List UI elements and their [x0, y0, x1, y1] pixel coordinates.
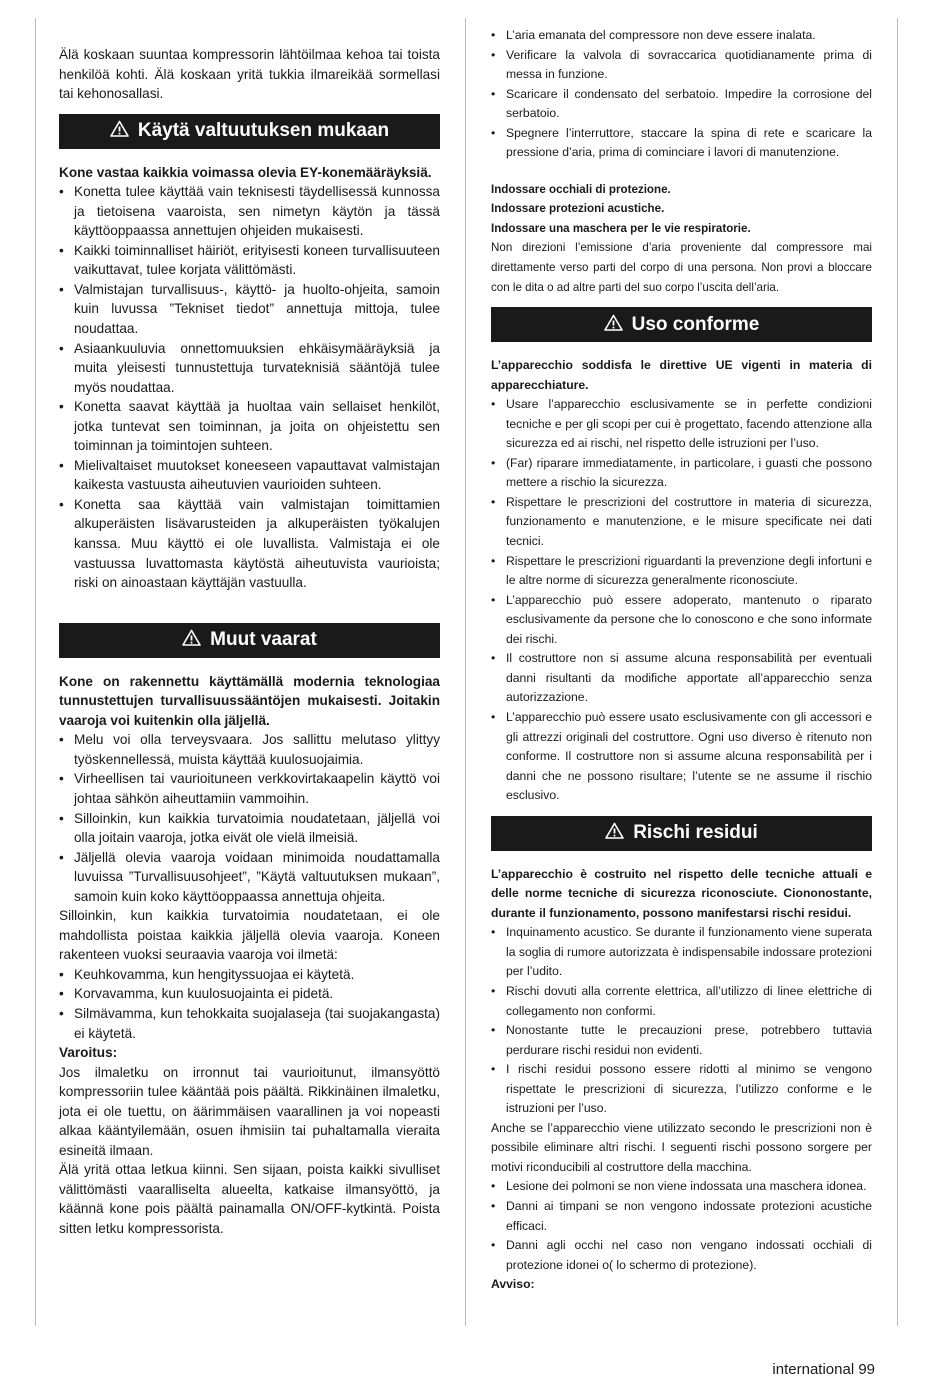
section-title: Käytä valtuutuksen mukaan — [137, 120, 390, 142]
list-item: • Mielivaltaiset muutokset koneeseen vapauttavat valmistajan kaikesta vastuusta aiheutuvien vaurioiden suhteen. — [59, 456, 440, 495]
section-lead: Kone vastaa kaikkia voimassa olevia EY-konemääräyksiä. — [59, 164, 432, 180]
list-item: • Konetta tulee käyttää vain teknisesti täydellisessä kunnossa ja tietoisena vaaroista, sen nimetyn käytön ja tässä käyttöoppaassa annettujen ohjeiden mukaisesti. — [59, 182, 440, 241]
list-item: • L’apparecchio può essere usato esclusivamente con gli accessori e gli attrezzi originali del costruttore. Ogni uso diverso è ritenuto non conforme. Il costruttore non si assume alcuna responsabilità per i danni che ne possono risultare; l’utente se ne assume il rischio esclusivo. — [491, 708, 872, 806]
notice-label: Avviso: — [491, 1277, 535, 1292]
bullet-list — [491, 395, 872, 805]
column-rule-center — [465, 18, 466, 1326]
section-heading — [59, 623, 440, 658]
bullet-list — [491, 1177, 872, 1275]
list-item: • Valmistajan turvallisuus-, käyttö- ja huolto-ohjeita, samoin kuin luvussa ”Tekniset tiedot” annettuja mittoja, tulee noudattaa. — [59, 280, 440, 339]
list-item: • I rischi residui possono essere ridotti al minimo se vengono rispettate le prescrizioni di sicurezza, l’utilizzo conforme e le istruzioni per l’uso. — [491, 1060, 872, 1119]
list-item: • Scaricare il condensato del serbatoio. Impedire la corrosione del serbatoio. — [491, 85, 872, 124]
list-item: • Spegnere l’interruttore, staccare la spina di rete e scaricare la pressione d’aria, prima di cominciare i lavori di manutenzione. — [491, 124, 872, 163]
list-item: • L’aria emanata del compressore non deve essere inalata. — [491, 26, 872, 46]
list-item: • Konetta saa käyttää vain valmistajan toimittamien alkuperäisten lisävarusteiden ja alkuperäisten työkalujen kanssa. Muu käyttö ei ole luvallista. Valmistaja ei ole vastuussa luvattomasta käytöstä aiheutuvista vaurioista; riski on ainoastaan käyttäjän vastuulla. — [59, 495, 440, 593]
section-lead: L’apparecchio soddisfa le direttive UE vigenti in materia di apparecchiature. — [491, 358, 872, 392]
ppe-notice: Indossare una maschera per le vie respiratorie. — [491, 221, 751, 235]
warning-label: Varoitus: — [59, 1045, 118, 1061]
list-item: • Korvavamma, kun kuulosuojainta ei pidetä. — [59, 984, 440, 1004]
section-lead: Kone on rakennettu käyttämällä modernia teknologiaa tunnustettujen turvallisuussääntöjen mukaisesti. Joitakin vaaroja voi kuitenkin olla jäljellä. — [59, 673, 440, 728]
list-item: • Asiaankuuluvia onnettomuuksien ehkäisymääräyksiä ja muita yleisesti tunnustettuja turvateknisiä sääntöjä tulee myös noudattaa. — [59, 339, 440, 398]
list-item: • Danni agli occhi nel caso non vengano indossati occhiali di protezione idonei o( lo schermo di protezione). — [491, 1236, 872, 1275]
list-item: • Nonostante tutte le precauzioni prese, potrebbero tuttavia perdurare rischi residui non evidenti. — [491, 1021, 872, 1060]
ppe-notice: Indossare occhiali di protezione. — [491, 182, 671, 196]
warning-triangle-icon — [110, 120, 129, 142]
warning-triangle-icon — [605, 822, 624, 844]
list-item: • Il costruttore non si assume alcuna responsabilità per eventuali danni risultanti da modifiche apportate all’apparecchio senza autorizzazione. — [491, 649, 872, 708]
section-heading — [491, 307, 872, 342]
warning-paragraph: Jos ilmaletku on irronnut tai vaurioitunut, ilmansyöttö kompressoriin tulee kääntää pois päältä. Rikkinäinen ilmaletku, jota ei ole tuettu, on äärimmäisen vaarallinen ja voi nopeasti alkaa kääntyilemään, osuen ihmisiin tai puhaltamalla vieraita esineitä ilmaan. — [59, 1064, 440, 1158]
section-title: Rischi residui — [633, 822, 758, 844]
list-item: • (Far) riparare immediatamente, in particolare, i guasti che possono mettere a rischio la sicurezza. — [491, 454, 872, 493]
list-item: • Jäljellä olevia vaaroja voidaan minimoida noudattamalla luvuissa ”Turvallisuusohjeet”, ”Käytä valtuutuksen mukaan”, samoin kuin koko käyttöoppaassa annettuja ohjeita. — [59, 848, 440, 907]
left-column — [59, 45, 440, 1239]
list-item: • Lesione dei polmoni se non viene indossata una maschera idonea. — [491, 1177, 872, 1197]
body-paragraph: Non direzioni l’emissione d’aria proveniente dal compressore mai direttamente verso parti del corpo di una persona. Non provi a bloccare con le dita o ad altre parti del suo corpo l’uscita dell’aria. — [491, 241, 872, 294]
list-item: • Rischi dovuti alla corrente elettrica, all’utilizzo di linee elettriche di collegamento non conformi. — [491, 982, 872, 1021]
page-footer: international 99 — [772, 1361, 875, 1378]
list-item: • Virheellisen tai vaurioituneen verkkovirtakaapelin käyttö voi johtaa sähkön aiheuttamiin vammoihin. — [59, 769, 440, 808]
list-item: • Verificare la valvola di sovraccarica quotidianamente prima di messa in funzione. — [491, 46, 872, 85]
list-item: • L’apparecchio può essere adoperato, mantenuto o riparato esclusivamente da persone che lo conoscono e che sono informate dei rischi. — [491, 591, 872, 650]
list-item: • Rispettare le prescrizioni del costruttore in materia di sicurezza, funzionamento e manutenzione, e le misure specificate nei dati tecnici. — [491, 493, 872, 552]
list-item: • Rispettare le prescrizioni riguardanti la prevenzione degli infortuni e le altre norme di sicurezza generalmente riconosciute. — [491, 552, 872, 591]
list-item: • Silmävamma, kun tehokkaita suojalaseja (tai suojakangasta) ei käytetä. — [59, 1004, 440, 1043]
margin-rule-left — [35, 18, 36, 1326]
list-item: • Danni ai timpani se non vengono indossate protezioni acustiche efficaci. — [491, 1197, 872, 1236]
bullet-list — [59, 182, 440, 592]
list-item: • Kaikki toiminnalliset häiriöt, erityisesti koneen turvallisuuteen vaikuttavat, tulee korjata välittömästi. — [59, 241, 440, 280]
section-heading — [491, 816, 872, 851]
warning-triangle-icon — [604, 314, 623, 336]
list-item: • Silloinkin, kun kaikkia turvatoimia noudatetaan, jäljellä voi olla joitain vaaroja, jotka eivät ole vielä ilmeisiä. — [59, 809, 440, 848]
section-heading — [59, 114, 440, 149]
section-lead: L’apparecchio è costruito nel rispetto delle tecniche attuali e delle norme tecniche di sicurezza riconosciute. Ciononostante, durante il funzionamento, possono manifestarsi rischi residui. — [491, 866, 872, 920]
list-item: • Keuhkovamma, kun hengityssuojaa ei käytetä. — [59, 965, 440, 985]
right-column — [491, 26, 872, 1295]
body-paragraph: Silloinkin, kun kaikkia turvatoimia noudatetaan, ei ole mahdollista poistaa kaikkia jäljellä olevia vaaroja. Koneen rakenteen vuoksi seuraavia vaaroja voi ilmetä: — [59, 908, 440, 963]
margin-rule-right — [897, 18, 898, 1326]
bullet-list — [491, 26, 872, 163]
bullet-list — [59, 965, 440, 1043]
body-paragraph: Anche se l’apparecchio viene utilizzato secondo le prescrizioni non è possibile eliminare altri rischi. I seguenti rischi possono sorgere per motivi riconducibili al costruttore della macchina. — [491, 1120, 872, 1174]
bullet-list — [59, 730, 440, 906]
section-title: Uso conforme — [631, 313, 760, 335]
warning-triangle-icon — [182, 629, 201, 651]
body-paragraph: Älä yritä ottaa letkua kiinni. Sen sijaan, poista kaikki sivulliset välittömästi vaaralliselta alueelta, katkaise ilmansyöttö, ja käännä kone pois päältä painamalla ON/OFF-kytkintä. Poista sitten letku kompressorista. — [59, 1162, 440, 1236]
section-title: Muut vaarat — [210, 629, 317, 651]
list-item: • Inquinamento acustico. Se durante il funzionamento viene superata la soglia di rumore autorizzata è indispensabile indossare protezioni per l’udito. — [491, 923, 872, 982]
list-item: • Usare l’apparecchio esclusivamente se in perfette condizioni tecniche e per gli scopi per cui è progettato, facendo attenzione alla sicurezza ed ai rischi, nel rispetto delle istruzioni per l’uso. — [491, 395, 872, 454]
intro-paragraph: Älä koskaan suuntaa kompressorin lähtöilmaa kehoa tai toista henkilöä kohti. Älä koskaan yritä tukkia ilmareikää sormellasi tai kehonosallasi. — [59, 47, 440, 102]
bullet-list — [491, 923, 872, 1118]
ppe-notice: Indossare protezioni acustiche. — [491, 202, 665, 216]
list-item: • Konetta saavat käyttää ja huoltaa vain sellaiset henkilöt, jotka tuntevat sen toiminnan, ja joita on ohjeistettu sen toiminnan ja toimintojen suhteen. — [59, 397, 440, 456]
list-item: • Melu voi olla terveysvaara. Jos sallittu melutaso ylittyy työskennellessä, muista käyttää kuulosuojaimia. — [59, 730, 440, 769]
